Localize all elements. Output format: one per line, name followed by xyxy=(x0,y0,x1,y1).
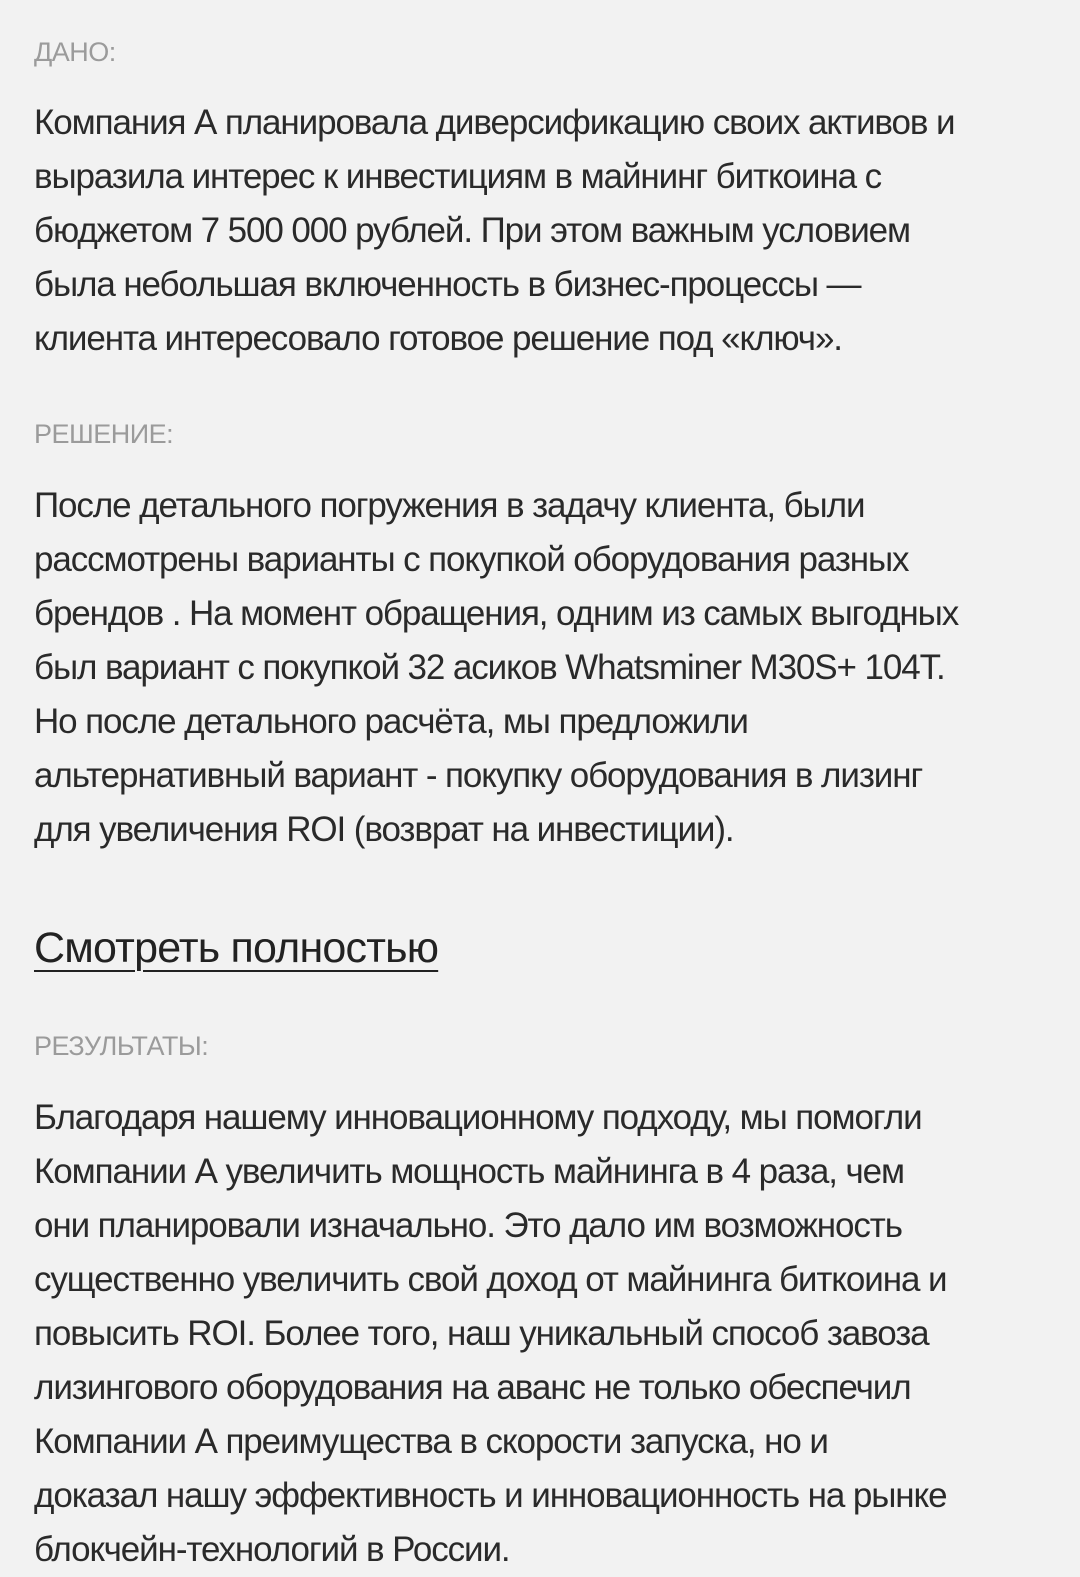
given-text: Компания А планировала диверсификацию своих активов и выразила интерес к инвестициям в майнинг биткоина с бюджетом 7 500 000 рублей. При этом важным условием была небольшая включенность в бизнес-процессы — клиента интересовало готовое решение под «ключ». xyxy=(34,103,955,359)
results-text: Благодаря нашему инновационному подходу, мы помогли Компании А увеличить мощность майнинга в 4 раза, чем они планировали изначально. Это дало им возможность существенно увеличить свой доход от майнинга биткоина и повысить ROI. Более того, наш уникальный способ завоза лизингового оборудования на аванс не только обеспечил Компании А преимущества в скорости запуска, но и доказал нашу эффективность и инновационность на рынке блокчейн-технологий в России. xyxy=(34,1097,947,1569)
view-full-link[interactable]: Смотреть полностью xyxy=(34,923,439,972)
solution-text: После детального погружения в задачу клиента, были рассмотрены варианты с покупкой оборудования разных брендов . На момент обращения, одним из самых выгодных был вариант с покупкой 32 асиков Whatsminer M30S+ 104T. Но после детального расчёта, мы предложили альтернативный вариант - покупку оборудования в лизинг для увеличения ROI (возврат на инвестиции). xyxy=(34,485,959,849)
solution-label: РЕШЕНИЕ: xyxy=(34,419,174,450)
given-label: ДАНО: xyxy=(34,37,116,67)
results-label: РЕЗУЛЬТАТЫ: xyxy=(34,1031,209,1062)
